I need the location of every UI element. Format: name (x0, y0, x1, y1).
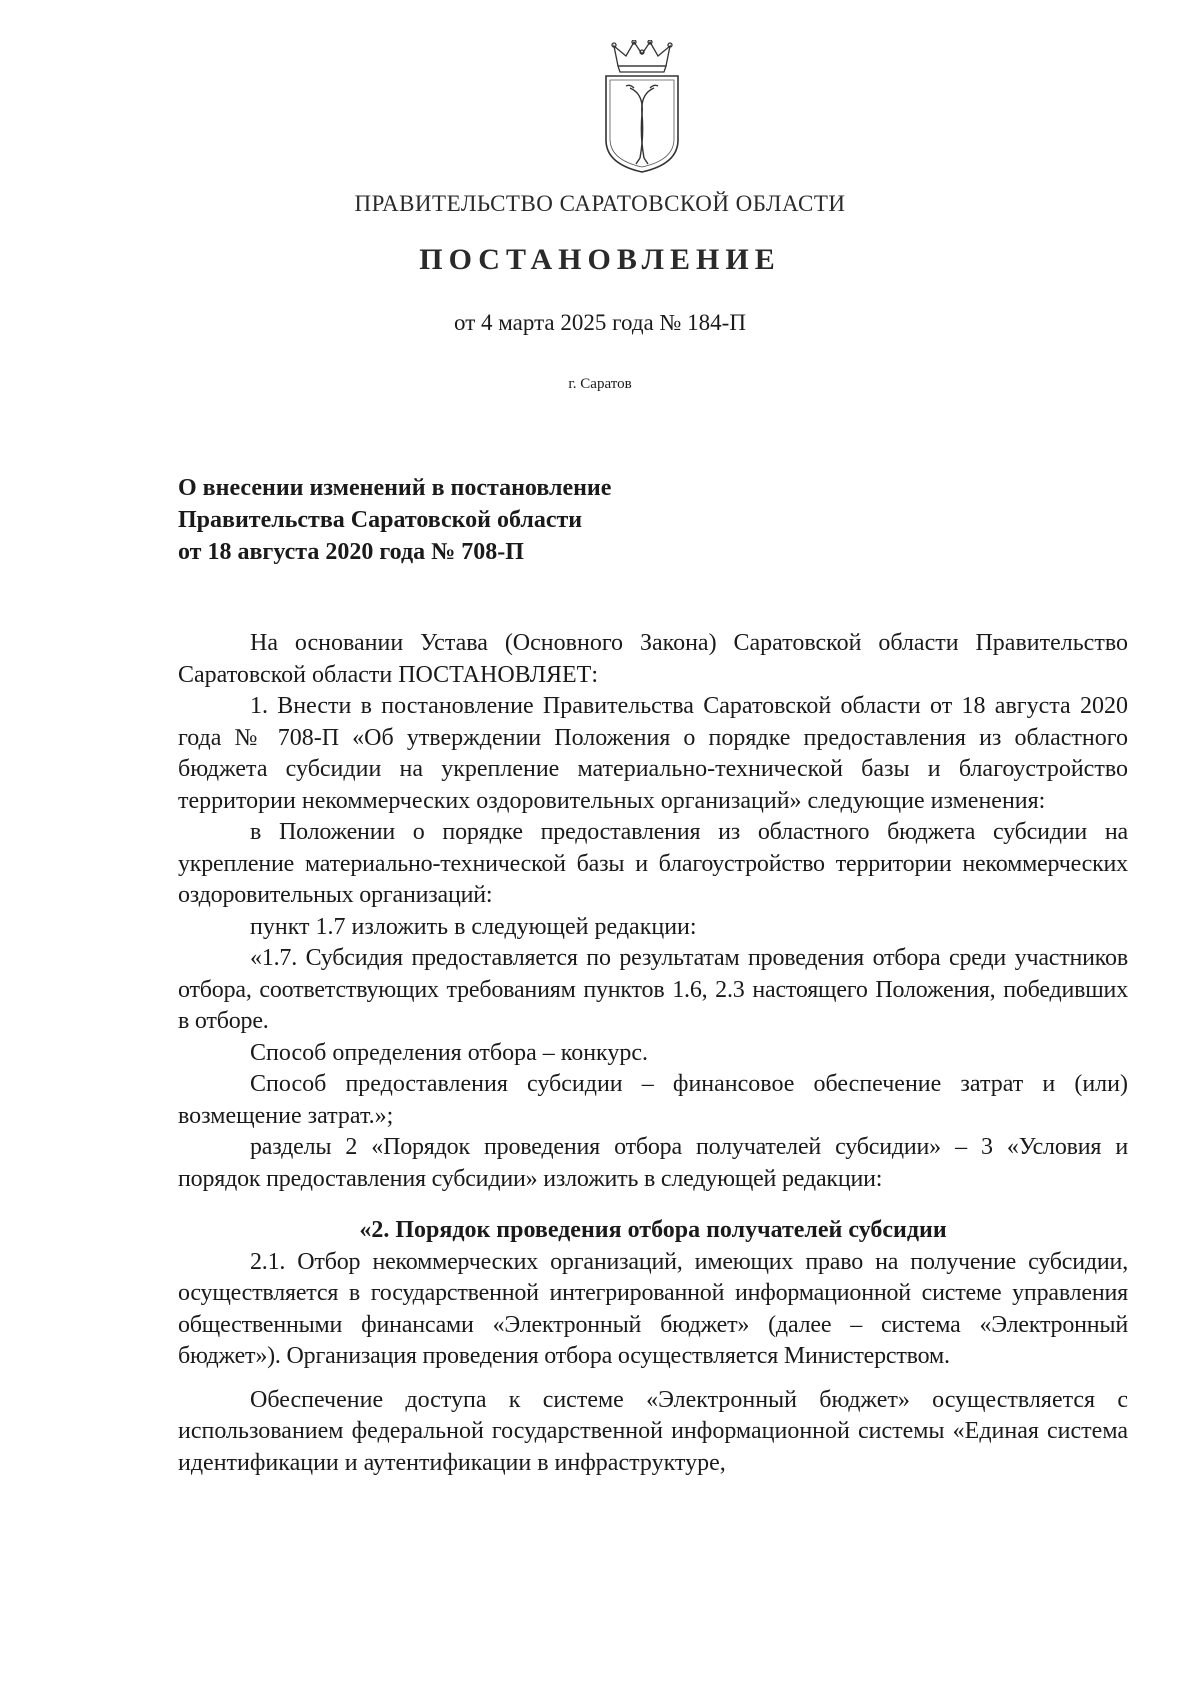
subject-line: от 18 августа 2020 года № 708-П (178, 539, 524, 565)
body-paragraph: пункт 1.7 изложить в следующей редакции: (250, 913, 697, 940)
body-paragraph: 1. Внести в постановление Правительства Саратовской области от 18 августа 2020 года № 708-П «Об утверждении Положения о порядке предоставления из областного бюджета субсидии на укрепление материально-технической базы и благоустройство территории некоммерческих оздоровительных организаций» следующие изменения: (178, 693, 1128, 814)
saratov-coat-of-arms-icon (600, 40, 684, 174)
subject-line: Правительства Саратовской области (178, 507, 583, 533)
section-paragraph: 2.1. Отбор некоммерческих организаций, имеющих право на получение субсидии, осуществляется в государственной интегрированной информационной системе управления общественными финансами «Электронный бюджет» (далее – система «Электронный бюджет»). Организация проведения отбора осуществляется Министерством. (178, 1248, 1128, 1369)
document-body (178, 628, 1128, 1479)
body-paragraph: разделы 2 «Порядок проведения отбора получателей субсидии» – 3 «Условия и порядок предоставления субсидии» изложить в следующей редакции: (178, 1134, 1128, 1192)
section-heading: «2. Порядок проведения отбора получателей субсидии (359, 1217, 947, 1243)
body-paragraph: Способ определения отбора – конкурс. (250, 1039, 649, 1066)
body-paragraph: На основании Устава (Основного Закона) Саратовской области Правительство Саратовской области ПОСТАНОВЛЯЕТ: (178, 630, 1128, 688)
document-subject (178, 472, 611, 568)
section-paragraph: Обеспечение доступа к системе «Электронный бюджет» осуществляется с использованием федеральной государственной информационной системы «Единая система идентификации и аутентификации в инфраструктуре, (178, 1386, 1128, 1476)
body-paragraph: Способ предоставления субсидии – финансовое обеспечение затрат и (или) возмещение затрат.»; (178, 1071, 1128, 1129)
body-paragraph: «1.7. Субсидия предоставляется по результатам проведения отбора среди участников отбора, соответствующих требованиям пунктов 1.6, 2.3 настоящего Положения, победивших в отборе. (178, 945, 1128, 1034)
government-name: ПРАВИТЕЛЬСТВО САРАТОВСКОЙ ОБЛАСТИ (354, 191, 846, 216)
document-city: г. Саратов (568, 376, 632, 392)
body-paragraph: в Положении о порядке предоставления из областного бюджета субсидии на укрепление материально-технической базы и благоустройство территории некоммерческих оздоровительных организаций: (178, 819, 1128, 908)
document-type: ПОСТАНОВЛЕНИЕ (419, 243, 781, 276)
subject-line: О внесении изменений в постановление (178, 475, 612, 501)
document-date-number: от 4 марта 2025 года № 184-П (454, 310, 746, 335)
